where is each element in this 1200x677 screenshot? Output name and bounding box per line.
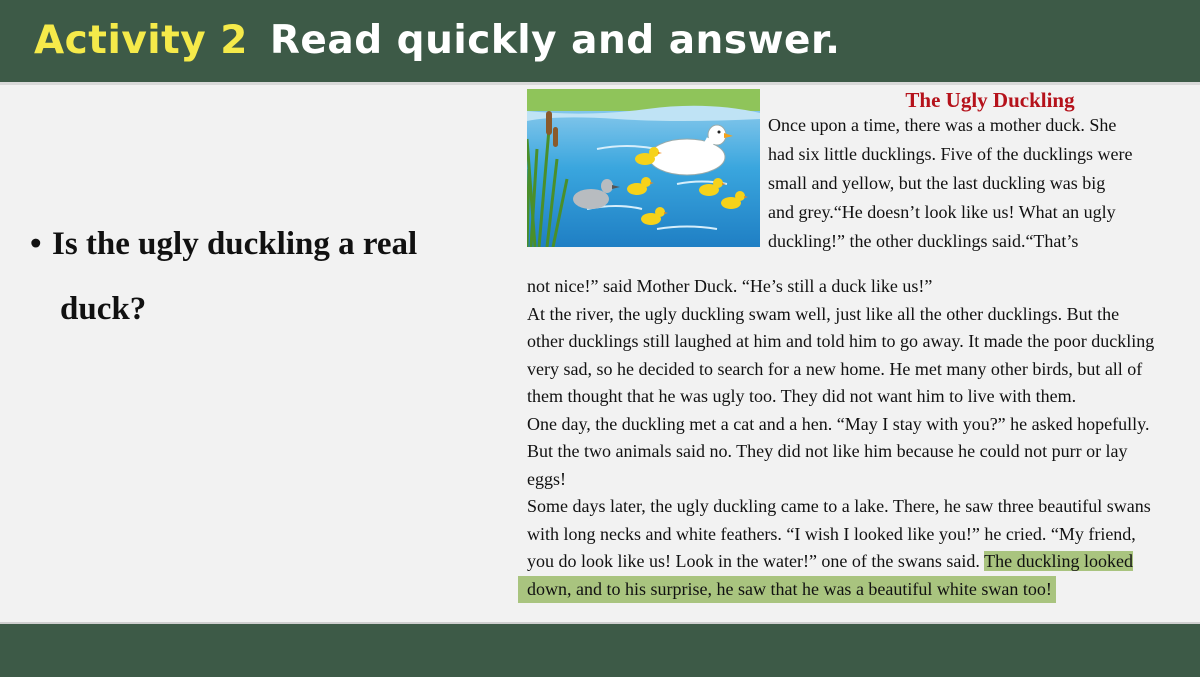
story-line: had six little ducklings. Five of the ducklings were [768, 144, 1133, 164]
duck-family-illustration [527, 89, 760, 247]
story-line: At the river, the ugly duckling swam well, just like all the other ducklings. But the [527, 303, 1120, 324]
story-line [527, 548, 1197, 576]
story-body [527, 273, 1197, 603]
story-line-text: you do look like us! Look in the water!” one of the swans said. [527, 551, 985, 571]
bullet-icon: • [30, 226, 42, 262]
story-top-paragraph [768, 111, 1188, 256]
story-line: with long necks and white feathers. “I wish I looked like you!” he cried. “My friend, [527, 523, 1136, 544]
story-line: eggs! [527, 468, 566, 489]
footer-bar [0, 622, 1200, 677]
story-line: Some days later, the ugly duckling came to a lake. There, he saw three beautiful swans [527, 496, 1151, 516]
header-bar [0, 0, 1200, 85]
story-line: One day, the duckling met a cat and a hen. “May I stay with you?” he asked hopefully. [527, 413, 1150, 434]
story-line: other ducklings still laughed at him and told him to go away. It made the poor duckling [527, 331, 1155, 351]
story-line: But the two animals said no. They did not like him because he could not purr or lay [527, 441, 1128, 461]
story-line: duckling!” the other ducklings said.“That’s [768, 231, 1079, 251]
story-line: them thought that he was ugly too. They did not want him to live with them. [527, 386, 1077, 406]
slide-title [34, 12, 841, 72]
question [30, 212, 500, 342]
story-line: very sad, so he decided to search for a new home. He met many other birds, but all of [527, 358, 1143, 379]
story-title: The Ugly Duckling [905, 88, 1075, 112]
highlighted-answer-text: down, and to his surprise, he saw that he was a beautiful white swan too! [518, 576, 1056, 604]
story-line: and grey.“He doesn’t look like us! What an ugly [768, 202, 1116, 222]
story-line: not nice!” said Mother Duck. “He’s still a duck like us!” [527, 276, 933, 296]
question-line-1: Is the ugly duckling a real [52, 226, 418, 262]
activity-instruction: Read quickly and answer. [269, 18, 841, 63]
story-line [527, 576, 1197, 604]
activity-label: Activity 2 [34, 18, 248, 63]
highlighted-answer-text: The duckling looked [984, 551, 1134, 571]
story-line: Once upon a time, there was a mother duck. She [768, 115, 1117, 135]
story-line: small and yellow, but the last duckling was big [768, 173, 1106, 193]
question-line-2: duck? [60, 291, 147, 327]
